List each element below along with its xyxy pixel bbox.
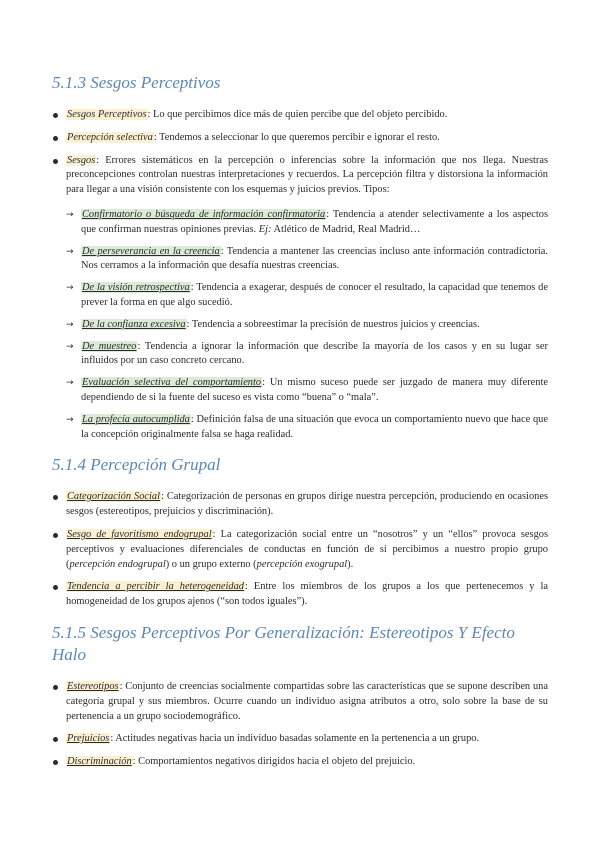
highlighted-term: De la visión retrospectiva	[82, 282, 190, 294]
highlighted-term: De la confianza excesiva	[82, 318, 186, 330]
highlighted-term: Sesgos	[67, 154, 96, 166]
highlighted-term: Estereotipos	[67, 680, 119, 692]
list-item	[52, 732, 548, 747]
highlighted-term: Tendencia a percibir la heterogeneidad	[67, 581, 244, 593]
arrow-right-icon: →	[66, 319, 74, 330]
sub-list-item	[66, 413, 548, 443]
list-item	[52, 131, 548, 146]
bullet-dot-icon	[53, 685, 58, 690]
section-heading-percepcion-grupal: 5.1.4 Percepción Grupal	[52, 455, 221, 475]
bullet-dot-icon	[53, 159, 58, 164]
highlighted-term: Sesgo de favoritismo endogrupal	[67, 528, 212, 540]
definition-text: : Comportamientos negativos dirigidos hacia el objeto del prejuicio.	[132, 756, 416, 768]
section-heading-sesgos-perceptivos: 5.1.3 Sesgos Perceptivos	[52, 73, 221, 92]
highlighted-term: Categorización Social	[67, 491, 160, 503]
emphasis-text: percepción exogrupal	[256, 558, 348, 570]
highlighted-term: Prejuicios	[67, 733, 110, 745]
definition-text: : La categorización social entre un “nosotros” y un “ellos” provoca sesgos perceptivos y evaluaciones diferenciales de conductas en función de si percibimos a nuestro propio grupo (	[66, 528, 549, 570]
bullet-list	[52, 490, 548, 610]
definition-text: ).	[347, 558, 354, 570]
bullet-dot-icon	[53, 737, 58, 742]
bullet-dot-icon	[53, 495, 58, 500]
sub-list	[66, 208, 548, 442]
definition-text: : Tendencia a exagerar, después de conocer el resultado, la capacidad que tenemos de prever la forma en que algo sucedió.	[81, 282, 548, 308]
bullet-dot-icon	[53, 136, 58, 141]
list-item	[52, 580, 548, 610]
bullet-dot-icon	[53, 113, 58, 118]
highlighted-term: Evaluación selectiva del comportamiento	[82, 377, 262, 389]
definition-text: : Un mismo suceso puede ser juzgado de manera muy diferente dependiendo de si la fuente del suceso es vista como “buena” o “mala”.	[81, 377, 548, 403]
bullet-dot-icon	[53, 585, 58, 590]
definition-text: : Entre los miembros de los grupos a los que pertenecemos y la homogeneidad de los grupos ajenos (“son todos iguales”).	[66, 581, 548, 608]
highlighted-term: De muestreo	[82, 340, 137, 352]
definition-text: : Tendencia a sobreestimar la precisión de nuestros juicios y creencias.	[186, 318, 480, 330]
arrow-right-icon: →	[66, 341, 74, 352]
list-item	[52, 108, 548, 123]
sub-list-item	[66, 245, 548, 275]
bullet-dot-icon	[53, 533, 58, 538]
example-label: Ej:	[258, 223, 272, 235]
highlighted-term: La profecía autocumplida	[82, 413, 190, 425]
list-item	[52, 680, 548, 724]
sub-list-item	[66, 318, 548, 333]
definition-text: : Tendencia a ignorar la información que describe la mayoría de los casos y en su lugar ser influidos por un caso concreto cercano.	[81, 340, 549, 367]
definition-text: : Lo que percibimos dice más de quien percibe que del objeto percibido.	[147, 109, 448, 120]
section-heading-estereotipos: 5.1.5 Sesgos Perceptivos Por Generalización: Estereotipos Y Efecto Halo	[52, 622, 515, 664]
highlighted-term: Sesgos Perceptivos	[67, 109, 147, 120]
definition-text: : Conjunto de creencias socialmente compartidas sobre las características que se supone describen una categoría grupal y sus miembros. Ocurre cuando un individuo asigna atributos a otro, solo sobre la base de su pertenencia a un grupo sociodemográfico.	[66, 680, 548, 722]
list-item	[52, 755, 548, 770]
definition-text: : Tendencia a mantener las creencias incluso ante información contradictoria. Nos cerramos a la información que desafía nuestras creencias.	[81, 245, 548, 272]
definition-text: : Categorización de personas en grupos dirige nuestra percepción, produciendo en ocasiones sesgos (estereotipos, prejuicios y discriminación).	[66, 491, 548, 518]
arrow-right-icon: →	[66, 246, 74, 257]
sub-list-item	[66, 340, 548, 370]
arrow-right-icon: →	[66, 283, 74, 294]
sub-list-item	[66, 376, 548, 406]
definition-text: : Definición falsa de una situación que evoca un comportamiento nuevo que hace que la concepción originalmente falsa se haga realidad.	[81, 413, 548, 440]
definition-text: : Tendemos a seleccionar lo que queremos percibir e ignorar el resto.	[153, 131, 440, 143]
bullet-list	[52, 108, 548, 442]
highlighted-term: Percepción selectiva	[67, 131, 153, 143]
sub-list-item	[66, 281, 548, 311]
definition-text: : Errores sistemáticos en la percepción o inferencias sobre la información que nos llega. Nuestras preconcepciones controlan nuestras interpretaciones y recuerdos. La percepción filtra y distorsiona la información para llegar a una visión consistente con los esquemas y juicios previos. Tipos:	[66, 154, 548, 196]
bullet-list	[52, 680, 548, 770]
bullet-dot-icon	[53, 760, 58, 765]
sub-list-item	[66, 208, 548, 238]
list-item	[52, 528, 548, 572]
emphasis-text: percepción endogrupal	[69, 558, 166, 570]
definition-text: : Tendencia a atender selectivamente a los aspectos que confirman nuestras opiniones previas.	[81, 208, 548, 235]
highlighted-term: De perseverancia en la creencia	[82, 245, 220, 257]
list-item	[52, 154, 548, 443]
example-text: Atlético de Madrid, Real Madrid…	[271, 223, 421, 235]
list-item	[52, 490, 548, 520]
arrow-right-icon: →	[66, 378, 74, 389]
definition-text: : Actitudes negativas hacia un individuo basadas solamente en la pertenencia a un grupo.	[110, 733, 480, 745]
highlighted-term: Discriminación	[67, 756, 132, 768]
arrow-right-icon: →	[66, 414, 74, 425]
arrow-right-icon: →	[66, 209, 74, 220]
highlighted-term: Confirmatorio o búsqueda de información confirmatoria	[82, 208, 326, 220]
definition-text: ) o un grupo externo (	[165, 558, 257, 570]
